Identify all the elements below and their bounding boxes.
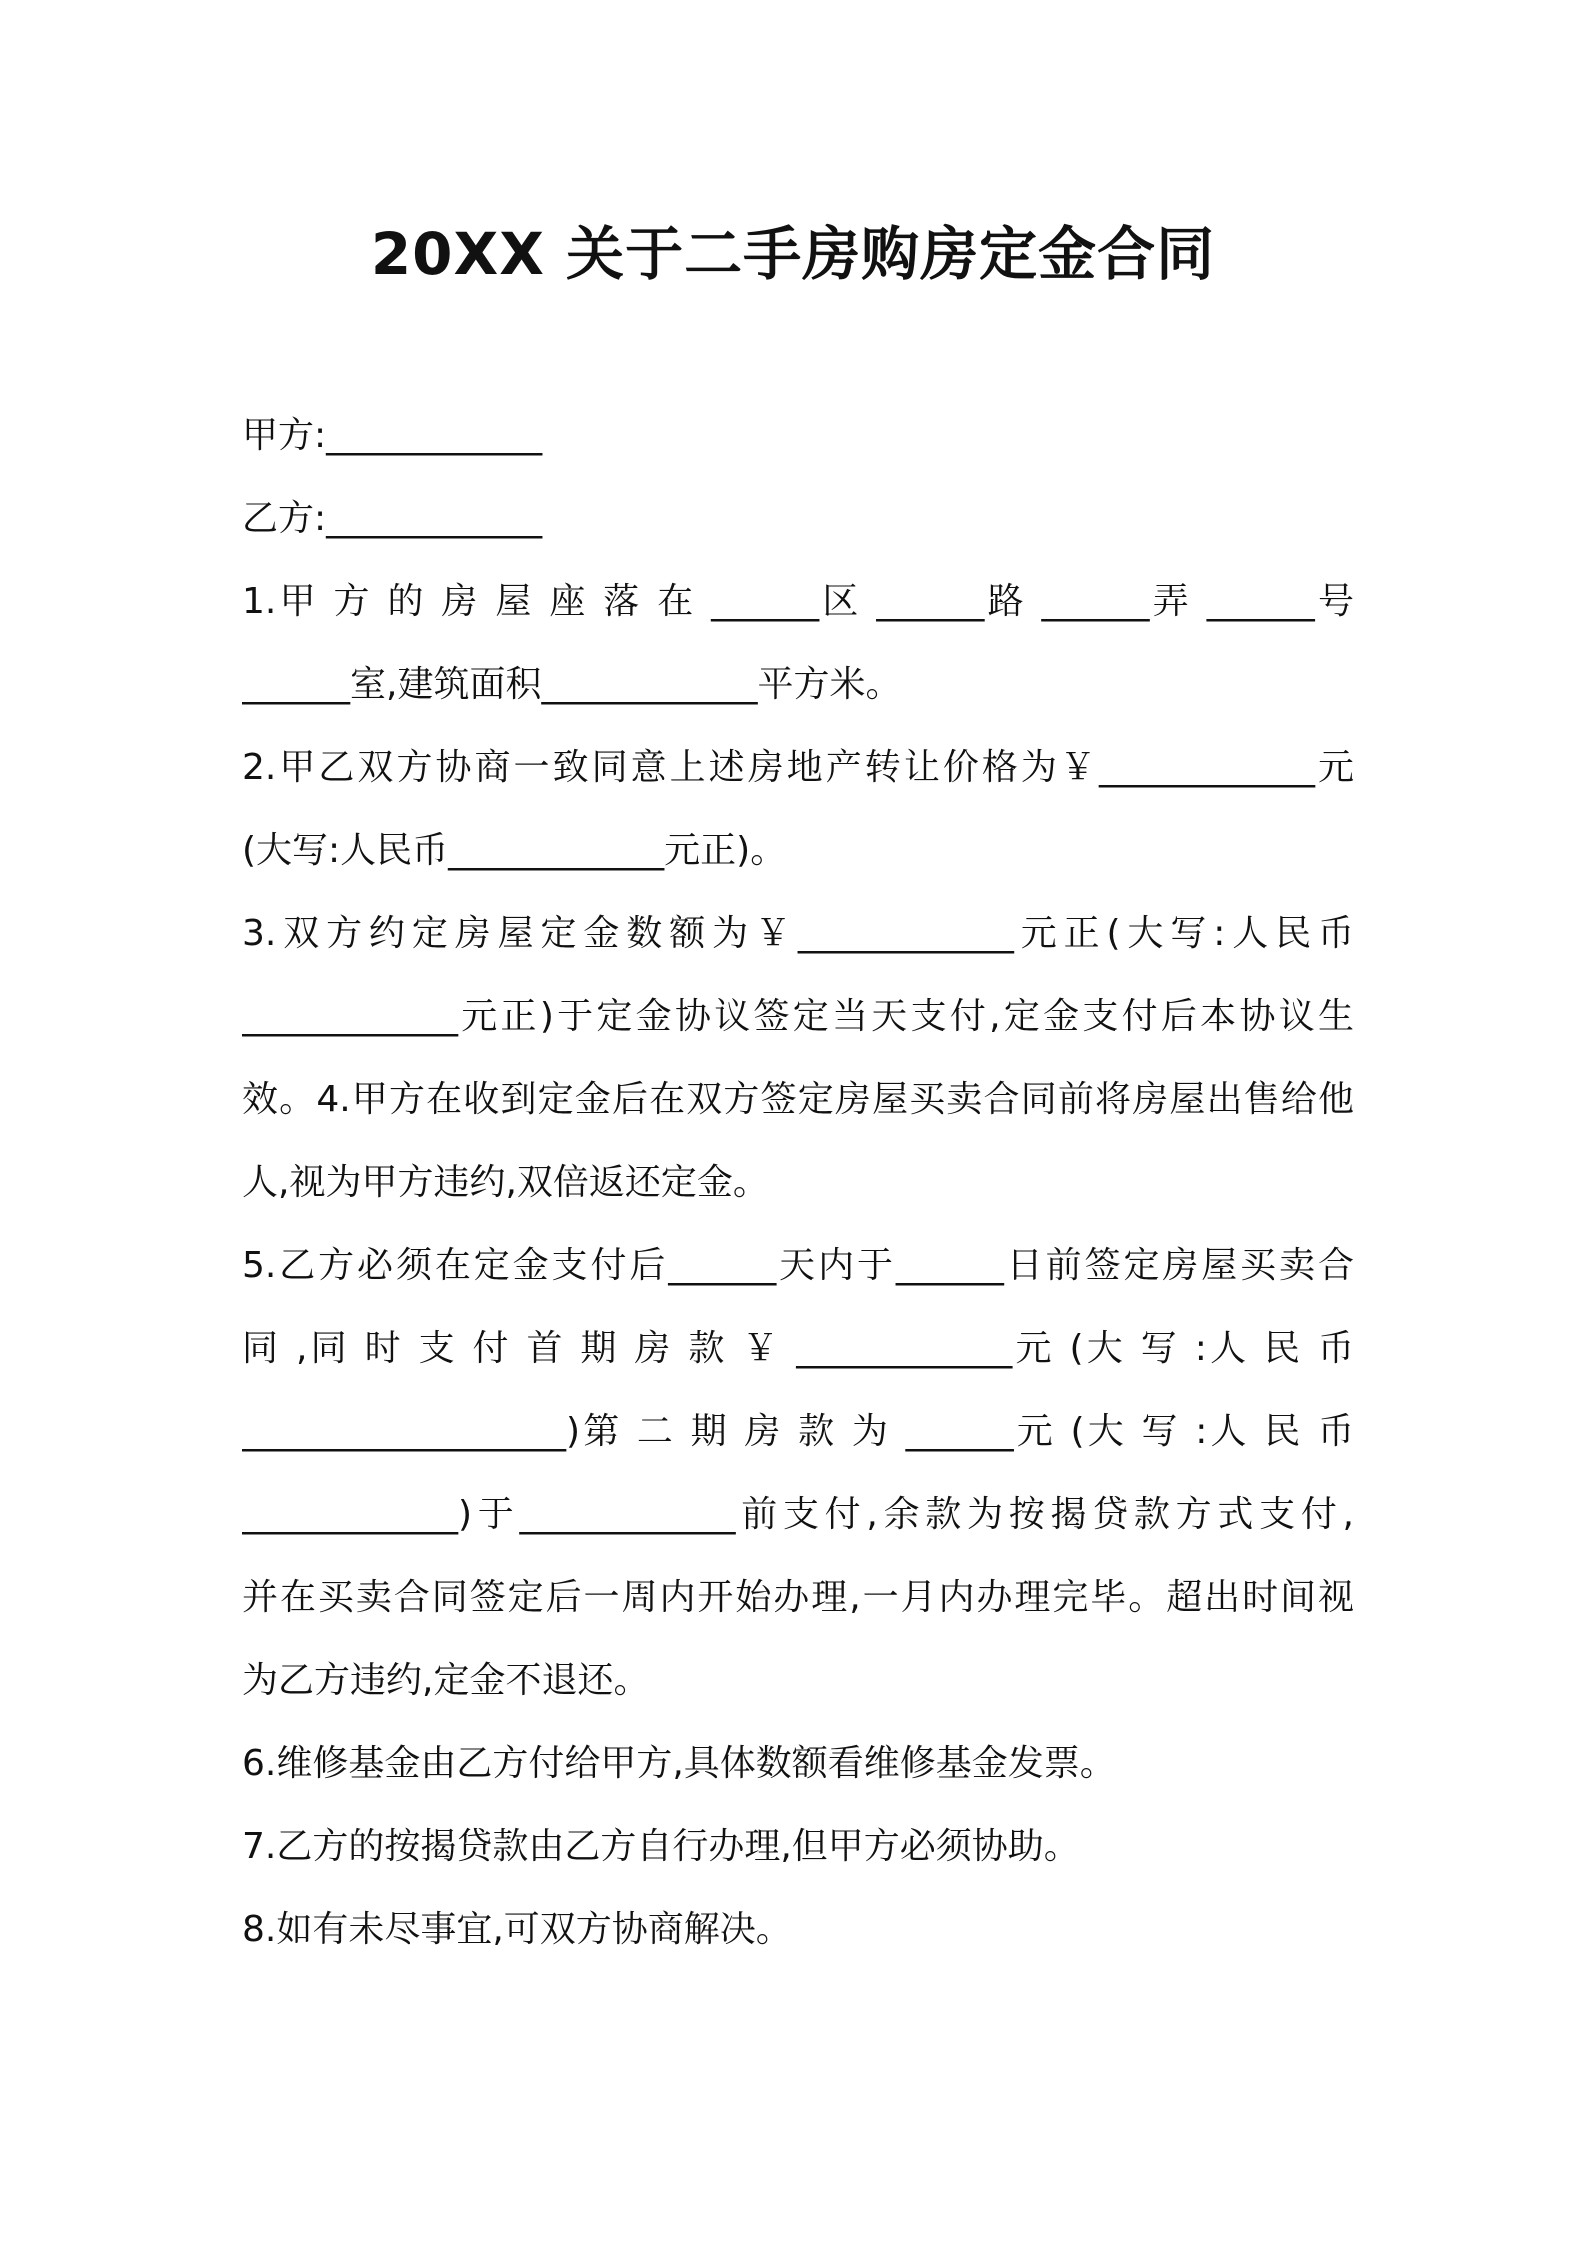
document-title: 20XX 关于二手房购房定金合同 <box>370 220 1216 288</box>
clause-4-line-2: 人,视为甲方违约,双倍返还定金。 <box>242 1162 769 1203</box>
party-b-line: 乙方:____________ <box>242 498 543 539</box>
clause-2-line-2: (大写:人民币____________元正)。 <box>242 830 787 871</box>
clause-5-line-2: 同 ,同 时 支 付 首 期 房 款 ￥ ____________元 (大 写 :人 民 币 <box>242 1328 1354 1369</box>
clause-3-line-3: 效。4.甲方在收到定金后在双方签定房屋买卖合同前将房屋出售给他 <box>242 1079 1354 1120</box>
clause-3-line-2: ____________元正)于定金协议签定当天支付,定金支付后本协议生 <box>242 996 1354 1037</box>
clause-5-line-6: 为乙方违约,定金不退还。 <box>242 1660 650 1701</box>
clause-3-line-1: 3.双方约定房屋定金数额为￥____________元正(大写:人民币 <box>242 913 1354 954</box>
clause-2-line-1: 2.甲乙双方协商一致同意上述房地产转让价格为￥____________元 <box>242 747 1354 788</box>
party-a-line: 甲方:____________ <box>242 415 543 456</box>
clause-1-line-1: 1.甲 方 的 房 屋 座 落 在 ______区 ______路 ______弄 ______号 <box>242 581 1354 622</box>
clause-1-line-2: ______室,建筑面积____________平方米。 <box>242 664 902 705</box>
clause-5-line-4: ____________)于____________前支付,余款为按揭贷款方式支付, <box>242 1494 1354 1535</box>
clause-6-line: 6.维修基金由乙方付给甲方,具体数额看维修基金发票。 <box>242 1743 1116 1784</box>
clause-5-line-5: 并在买卖合同签定后一周内开始办理,一月内办理完毕。超出时间视 <box>242 1577 1354 1618</box>
clause-5-line-1: 5.乙方必须在定金支付后______天内于______日前签定房屋买卖合 <box>242 1245 1354 1286</box>
clause-8-line: 8.如有未尽事宜,可双方协商解决。 <box>242 1909 792 1950</box>
clause-7-line: 7.乙方的按揭贷款由乙方自行办理,但甲方必须协助。 <box>242 1826 1080 1867</box>
clause-5-line-3: __________________)第 二 期 房 款 为 ______元 (大 写 :人 民 币 <box>242 1411 1354 1452</box>
